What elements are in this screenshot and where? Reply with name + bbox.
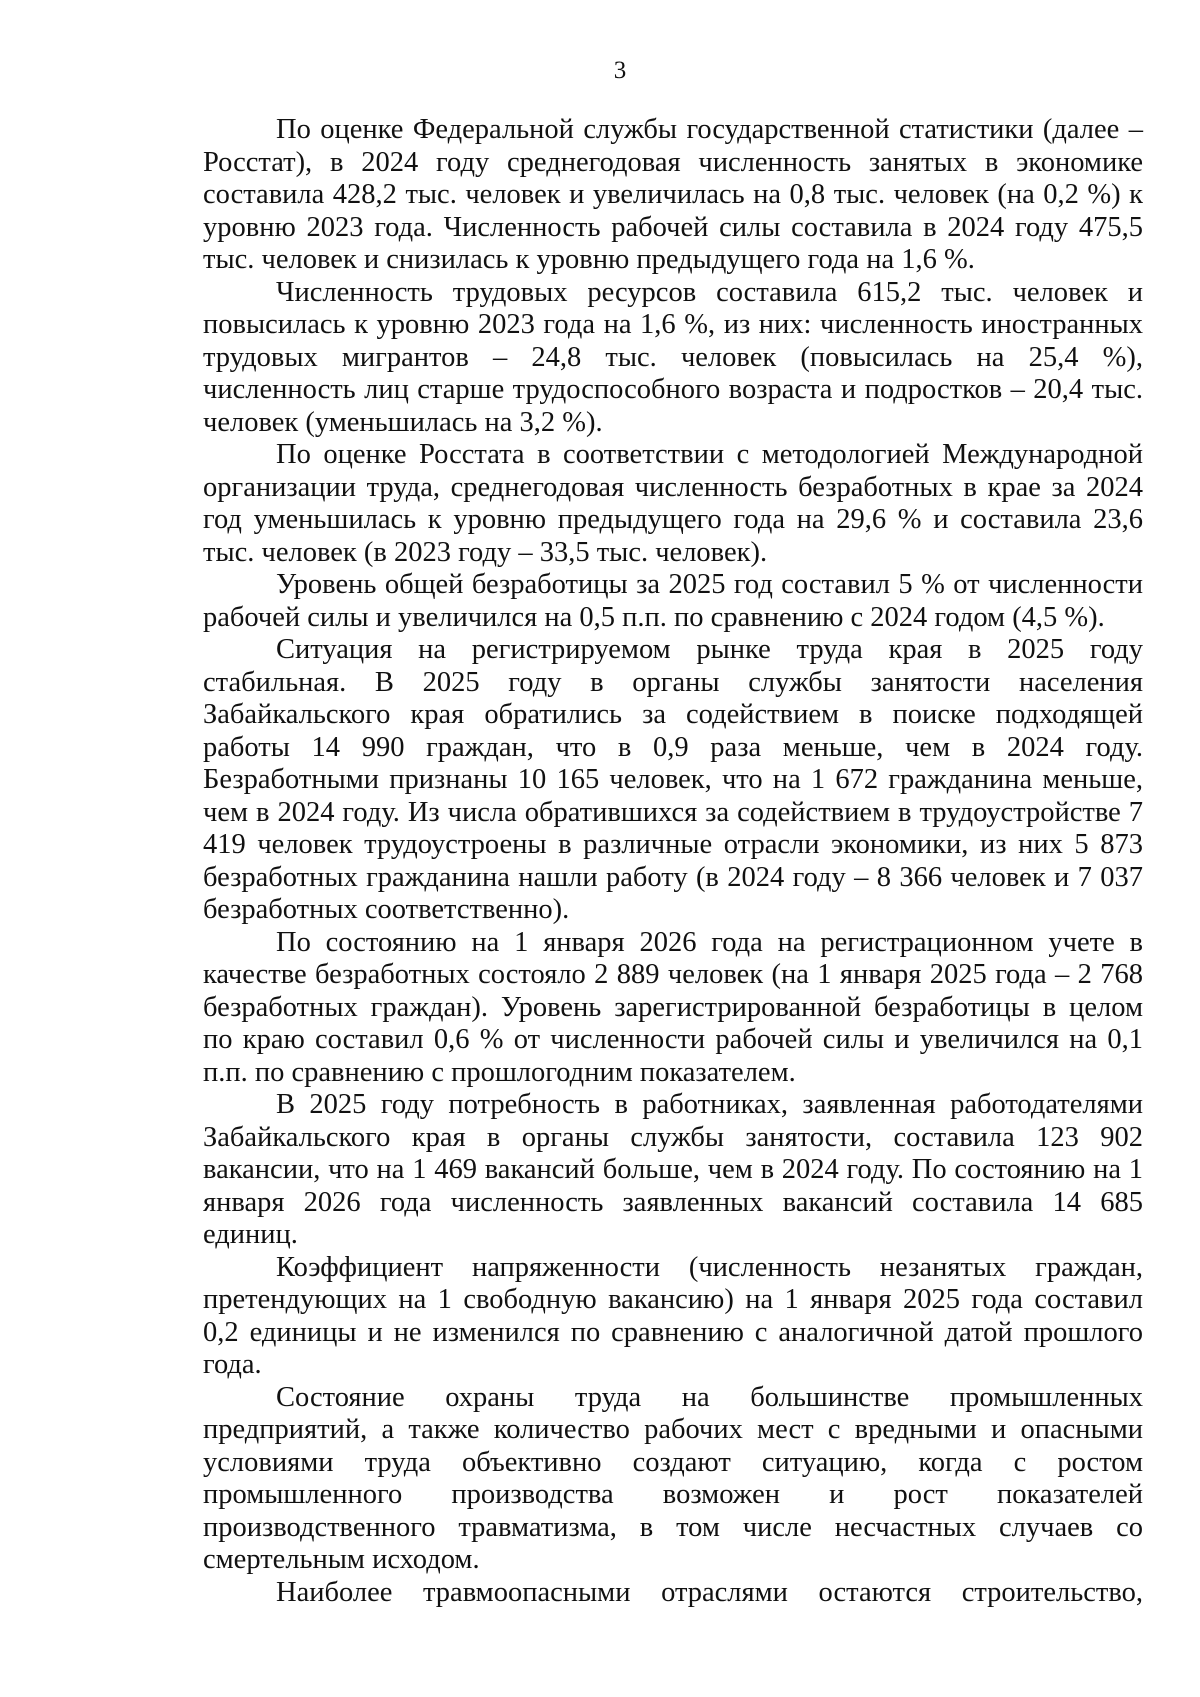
paragraph-registered-market: Ситуация на регистрируемом рынке труда края в 2025 году стабильная. В 2025 году в органы службы занятости населения Забайкальского края обратились за содействием в поиске подходящей работы 14 990 граждан, что в 0,9 раза меньше, чем в 2024 году. Безработными признаны 10 165 человек, что на 1 672 гражданина меньше, чем в 2024 году. Из числа обратившихся за содействием в трудоустройстве 7 419 человек трудоустроены в различные отрасли экономики, из них 5 873 безработных гражданина нашли работу (в 2024 году – 8 366 человек и 7 037 безработных соответственно).	[203, 634, 1143, 925]
paragraph-dangerous-industries: Наиболее травмоопасными отраслями остаются строительство,	[276, 1576, 1143, 1608]
paragraph-registered-unemployed: По состоянию на 1 января 2026 года на регистрационном учете в качестве безработных состояло 2 889 человек (на 1 января 2025 года – 2 768 безработных граждан). Уровень зарегистрированной безработицы в целом по краю составил 0,6 % от численности рабочей силы и увеличился на 0,1 п.п. по сравнению с прошлогодним показателем.	[203, 926, 1143, 1088]
paragraph-unemployment-rate: Уровень общей безработицы за 2025 год составил 5 % от численности рабочей силы и увеличился на 0,5 п.п. по сравнению с 2024 годом (4,5 %).	[203, 569, 1143, 633]
paragraph-unemployed-ilo: По оценке Росстата в соответствии с методологией Международной организации труда, среднегодовая численность безработных в крае за 2024 год уменьшилась к уровню предыдущего года на 29,6 % и составила 23,6 тыс. человек (в 2023 году – 33,5 тыс. человек).	[203, 439, 1143, 568]
paragraph-employment: По оценке Федеральной службы государственной статистики (далее – Росстат), в 2024 году среднегодовая численность занятых в экономике составила 428,2 тыс. человек и увеличилась на 0,8 тыс. человек (на 0,2 %) к уровню 2023 года. Численность рабочей силы составила в 2024 году 475,5 тыс. человек и снизилась к уровню предыдущего года на 1,6 %.	[203, 114, 1143, 275]
paragraph-labor-safety: Состояние охраны труда на большинстве промышленных предприятий, а также количество рабочих мест с вредными и опасными условиями труда объективно создают ситуацию, когда с ростом промышленного производства возможен и рост показателей производственного травматизма, в том числе несчастных случаев со смертельным исходом.	[203, 1381, 1143, 1575]
document-body	[203, 114, 1143, 1609]
paragraph-tension-coefficient: Коэффициент напряженности (численность незанятых граждан, претендующих на 1 свободную вакансию) на 1 января 2025 года составил 0,2 единицы и не изменился по сравнению с аналогичной датой прошлого года.	[203, 1251, 1143, 1380]
page-number: 3	[613, 57, 627, 84]
paragraph-labor-resources: Численность трудовых ресурсов составила 615,2 тыс. человек и повысилась к уровню 2023 года на 1,6 %, из них: численность иностранных трудовых мигрантов – 24,8 тыс. человек (повысилась на 25,4 %), численность лиц старше трудоспособного возраста и подростков – 20,4 тыс. человек (уменьшилась на 3,2 %).	[203, 276, 1143, 438]
paragraph-vacancies: В 2025 году потребность в работниках, заявленная работодателями Забайкальского края в органы службы занятости, составила 123 902 вакансии, что на 1 469 вакансий больше, чем в 2024 году. По состоянию на 1 января 2026 года численность заявленных вакансий составила 14 685 единиц.	[203, 1089, 1143, 1250]
